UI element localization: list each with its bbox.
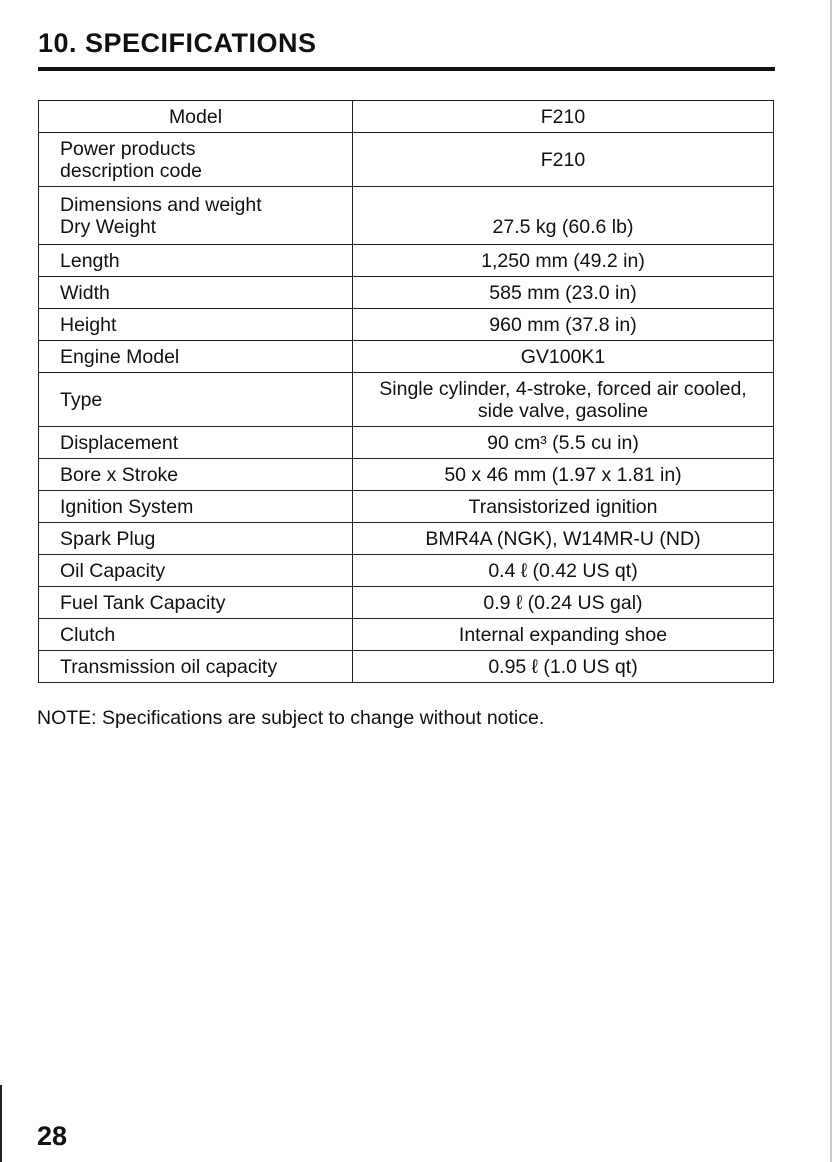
spec-label-cell	[39, 651, 353, 683]
table-row	[39, 523, 774, 555]
table-row	[39, 491, 774, 523]
note-text: NOTE: Specifications are subject to change without notice.	[37, 707, 545, 729]
spec-value: 585 mm (23.0 in)	[489, 281, 637, 304]
spec-label-cell	[39, 245, 353, 277]
spec-value: Single cylinder, 4-stroke, forced air cooled,	[379, 377, 747, 400]
spec-label-cell	[39, 523, 353, 555]
spec-label-cell	[39, 619, 353, 651]
spec-label: Dry Weight	[60, 215, 157, 238]
table-header-row	[39, 101, 774, 133]
spec-value: 0.9 ℓ (0.24 US gal)	[483, 591, 643, 614]
table-row	[39, 245, 774, 277]
spec-label: Ignition System	[60, 495, 194, 518]
spec-label: Oil Capacity	[60, 559, 166, 582]
table-row	[39, 619, 774, 651]
table-row	[39, 555, 774, 587]
spec-label: Height	[60, 313, 117, 336]
table-row	[39, 309, 774, 341]
spec-value-cell	[353, 459, 774, 491]
spec-label-cell	[39, 309, 353, 341]
specifications-table	[38, 100, 774, 683]
spec-value-cell	[353, 277, 774, 309]
spec-value: 0.95 ℓ (1.0 US qt)	[488, 655, 638, 678]
table-row	[39, 459, 774, 491]
table-row	[39, 373, 774, 427]
spec-value-cell	[353, 133, 774, 187]
margin-rule	[0, 1085, 2, 1162]
spec-value-cell	[353, 187, 774, 245]
spec-label-cell	[39, 555, 353, 587]
spec-value: Internal expanding shoe	[458, 623, 668, 646]
spec-label: Transmission oil capacity	[60, 655, 278, 678]
title-divider	[38, 67, 775, 71]
spec-label-cell	[39, 187, 353, 245]
scan-edge	[830, 0, 832, 1162]
spec-label-cell	[39, 133, 353, 187]
spec-value-cell	[353, 523, 774, 555]
spec-label: Clutch	[60, 623, 116, 646]
spec-label-cell	[39, 459, 353, 491]
spec-label: Spark Plug	[60, 527, 156, 550]
table-row	[39, 341, 774, 373]
spec-value-cell	[353, 619, 774, 651]
spec-value-cell	[353, 587, 774, 619]
spec-value: side valve, gasoline	[477, 399, 649, 422]
spec-label-cell	[39, 277, 353, 309]
spec-label: Dimensions and weight	[60, 193, 262, 216]
spec-label-cell	[39, 587, 353, 619]
spec-value: 50 x 46 mm (1.97 x 1.81 in)	[444, 463, 682, 486]
spec-value-cell	[353, 373, 774, 427]
spec-value-cell	[353, 341, 774, 373]
spec-value: 1,250 mm (49.2 in)	[481, 249, 645, 272]
spec-value: 960 mm (37.8 in)	[489, 313, 637, 336]
spec-value: BMR4A (NGK), W14MR-U (ND)	[425, 527, 701, 550]
table-row	[39, 587, 774, 619]
spec-value-cell	[353, 651, 774, 683]
spec-value-cell	[353, 309, 774, 341]
spec-label: Length	[60, 249, 120, 272]
spec-label-cell	[39, 373, 353, 427]
spec-label: Bore x Stroke	[60, 463, 179, 486]
spec-label: Displacement	[60, 431, 179, 454]
page-title: 10. SPECIFICATIONS	[38, 28, 317, 58]
spec-value: 0.4 ℓ (0.42 US qt)	[488, 559, 638, 582]
spec-value-cell	[353, 555, 774, 587]
spec-label: Fuel Tank Capacity	[60, 591, 226, 614]
spec-label-cell	[39, 427, 353, 459]
table-row	[39, 133, 774, 187]
header-value-cell: F210	[353, 101, 774, 133]
spec-label-cell	[39, 341, 353, 373]
table-row	[39, 277, 774, 309]
page-number: 28	[37, 1121, 68, 1151]
spec-label: Engine Model	[60, 345, 180, 368]
header-label-cell: Model	[39, 101, 353, 133]
spec-value-cell	[353, 427, 774, 459]
spec-label: description code	[60, 159, 203, 182]
spec-value-cell	[353, 245, 774, 277]
table-row	[39, 187, 774, 245]
spec-label: Type	[60, 388, 103, 411]
table-row	[39, 651, 774, 683]
spec-value: Transistorized ignition	[468, 495, 658, 518]
spec-value-cell	[353, 491, 774, 523]
spec-label: Power products	[60, 137, 196, 160]
spec-value: F210	[540, 148, 586, 171]
spec-value: GV100K1	[520, 345, 606, 368]
table-row	[39, 427, 774, 459]
spec-label-cell	[39, 491, 353, 523]
spec-value: 90 cm³ (5.5 cu in)	[487, 431, 639, 454]
spec-value: 27.5 kg (60.6 lb)	[492, 216, 634, 238]
spec-label: Width	[60, 281, 110, 304]
